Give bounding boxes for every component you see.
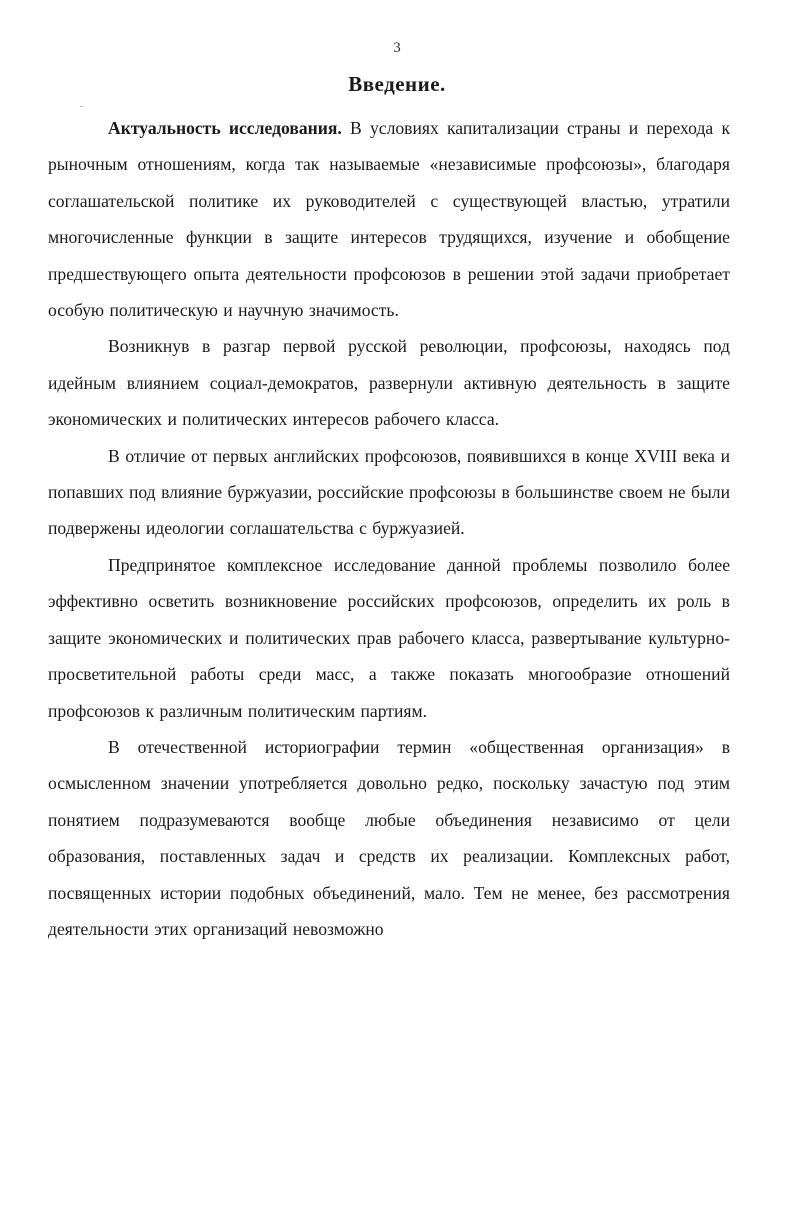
paragraph: В отечественной историографии термин «общественная организация» в осмысленном значении употребляется довольно редко, поскольку зачастую под этим понятием подразумеваются вообще любые объединения независимо от цели образования, поставленных задач и средств их реализации. Комплексных работ, посвященных истории подобных объединений, мало. Тем не менее, без рассмотрения деятельности этих организаций невозможно [48, 736, 730, 939]
paragraph-text: В условиях капитализации страны и перехода к рыночным отношениям, когда так называемые «независимые профсоюзы», благодаря соглашательской политике их руководителей с существующей властью, утратили многочисленные функции в защите интересов трудящихся, изучение и обобщение предшествующего опыта деятельности профсоюзов в решении этой задачи приобретает особую политическую и научную значимость. [48, 118, 730, 321]
body-text [48, 110, 730, 947]
scan-speck [80, 106, 83, 107]
paragraph: Возникнув в разгар первой русской революции, профсоюзы, находясь под идейным влиянием социал-демократов, развернули активную деятельность в защите экономических и политических интересов рабочего класса. [48, 336, 730, 430]
page-title: Введение. [348, 72, 446, 96]
page-number: 3 [393, 40, 401, 56]
paragraph-relevance [48, 110, 730, 328]
paragraph: Предпринятое комплексное исследование данной проблемы позволило более эффективно осветить возникновение российских профсоюзов, определить их роль в защите экономических и политических прав рабочего класса, развертывание культурно-просветительной работы среди масс, а также показать многообразие отношений профсоюзов к различным политическим партиям. [48, 554, 730, 721]
paragraph-lead: Актуальность исследования. [108, 118, 342, 138]
paragraph: В отличие от первых английских профсоюзов, появившихся в конце XVIII века и попавших под влияние буржуазии, российские профсоюзы в большинстве своем не были подвержены идеологии соглашательства с буржуазией. [48, 445, 730, 539]
